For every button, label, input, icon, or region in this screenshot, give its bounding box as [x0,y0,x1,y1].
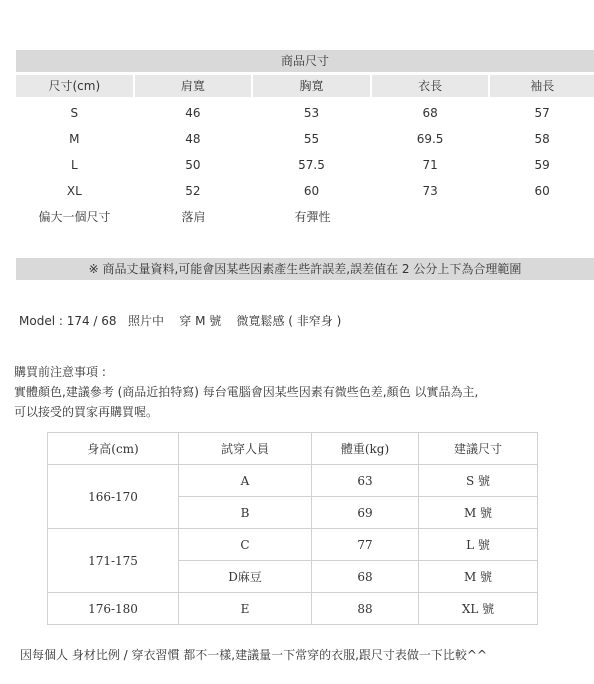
header-sleeve: 袖長 [490,75,594,97]
size-cell: L 號 [419,529,538,561]
size-cell: XL 號 [419,593,538,625]
tester-cell: C [179,529,312,561]
size-cell: 57.5 [298,158,325,172]
size-cell: 73 [422,184,438,198]
header-chest: 胸寬 [253,75,370,97]
height-cell: 166-170 [48,465,179,529]
table-row [48,593,538,625]
size-cell: 50 [185,158,201,172]
tester-cell: B [179,497,312,529]
size-cell: 68 [422,106,438,120]
table-row [48,465,538,497]
size-cell: 60 [534,184,550,198]
size-cell: 69.5 [416,132,444,146]
size-cell: XL [66,184,82,198]
height-cell: 171-175 [48,529,179,593]
size-cell: M 號 [419,497,538,529]
measurement-notice: ※ 商品丈量資料,可能會因某些因素產生些許誤差,誤差值在 2 公分上下為合理範圍 [16,258,594,280]
tester-cell: D麻豆 [179,561,312,593]
fitting-header-row [48,433,538,465]
note-fit: 偏大一個尺寸 [38,210,111,224]
header-height: 身高(cm) [48,433,179,465]
tester-cell: E [179,593,312,625]
size-cell: 48 [185,132,201,146]
height-cell: 176-180 [48,593,179,625]
weight-cell: 63 [312,465,419,497]
fitting-table [47,432,538,625]
size-row-m [16,128,594,150]
size-cell: M [69,132,80,146]
size-cell: S [70,106,79,120]
size-row-l [16,154,594,176]
weight-cell: 68 [312,561,419,593]
purchase-line: 可以接受的買家再購買喔。 [14,405,159,419]
size-notes-row [16,206,594,228]
size-chart-header [16,75,594,97]
header-length: 衣長 [372,75,489,97]
size-cell: 60 [303,184,320,198]
purchase-line: 實體顏色,建議參考 (商品近拍特寫) 每台電腦會因某些因素有微些色差,顏色 以實品為主, [14,385,479,399]
size-chart-title: 商品尺寸 [16,50,594,72]
note-shoulder: 落肩 [181,210,206,224]
model-info: Model : 174 / 68 照片中 穿 M 號 微寬鬆感 ( 非窄身 ) [19,314,342,328]
purchase-heading: 購買前注意事項 : [14,365,106,379]
size-row-s [16,102,594,124]
footer-note: 因每個人 身材比例 / 穿衣習慣 都不一樣,建議量一下常穿的衣服,跟尺寸表做一下比較^^ [20,648,488,662]
header-suggested-size: 建議尺寸 [419,433,538,465]
header-weight: 體重(kg) [312,433,419,465]
size-cell: M 號 [419,561,538,593]
table-row [48,529,538,561]
size-cell: 71 [422,158,438,172]
header-tester: 試穿人員 [179,433,312,465]
note-stretch: 有彈性 [294,210,331,224]
weight-cell: 77 [312,529,419,561]
header-size: 尺寸(cm) [16,75,133,97]
size-cell: 58 [534,132,550,146]
size-cell: 55 [303,132,320,146]
size-cell: S 號 [419,465,538,497]
size-cell: 46 [185,106,201,120]
size-cell: 59 [534,158,550,172]
weight-cell: 69 [312,497,419,529]
weight-cell: 88 [312,593,419,625]
header-shoulder: 肩寬 [135,75,252,97]
tester-cell: A [179,465,312,497]
size-cell: L [70,158,78,172]
size-row-xl [16,180,594,202]
size-cell: 53 [303,106,320,120]
size-cell: 52 [185,184,201,198]
purchase-notes [14,362,589,422]
size-cell: 57 [534,106,550,120]
